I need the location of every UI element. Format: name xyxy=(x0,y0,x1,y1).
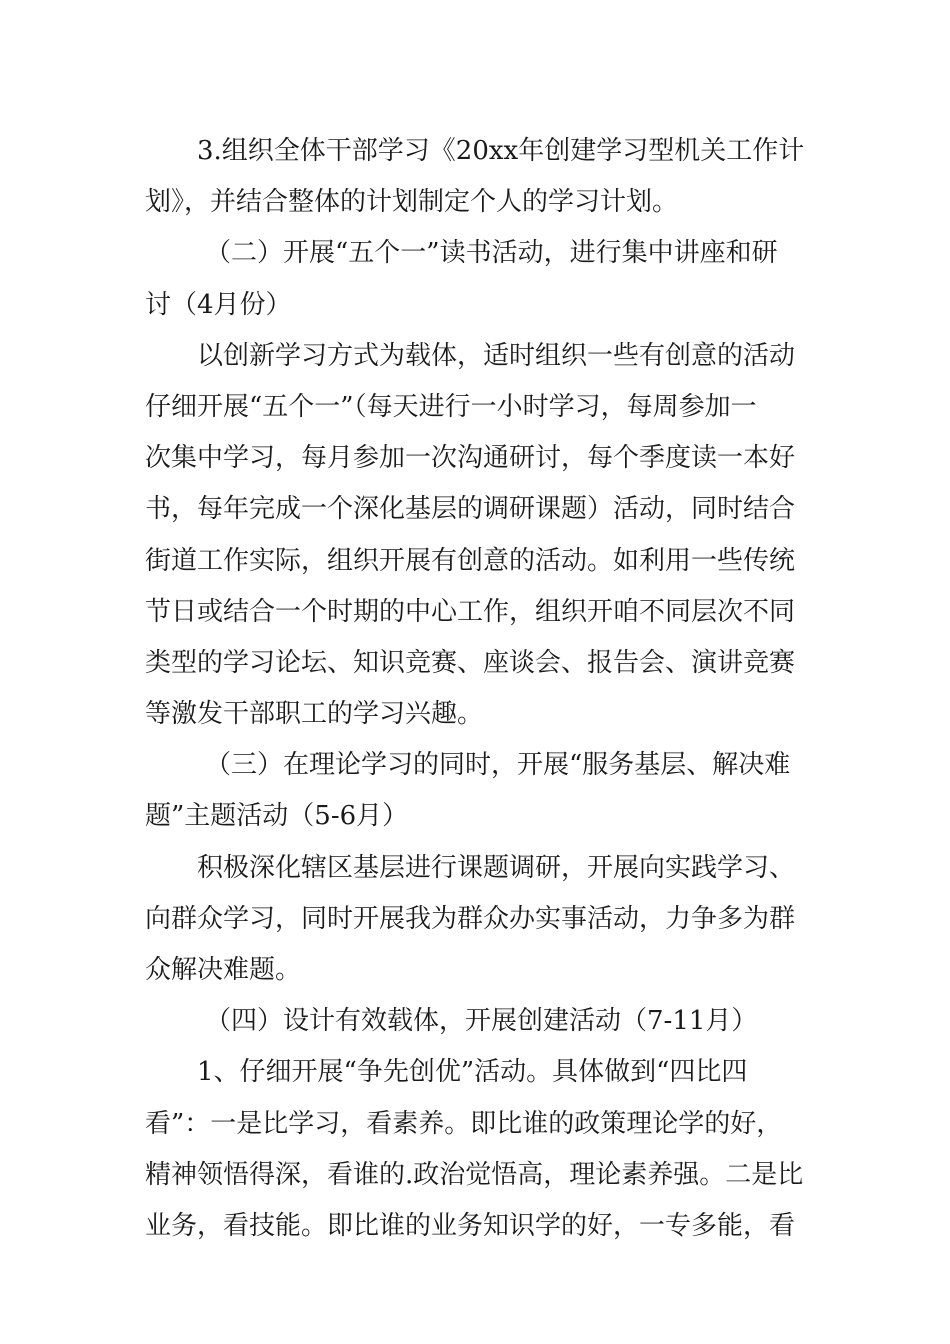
text-line: 向群众学习，同时开展我为群众办实事活动，力争多为群 xyxy=(145,903,796,934)
text-line: 以创新学习方式为载体，适时组织一些有创意的活动 xyxy=(197,340,796,371)
text-line: （四）设计有效载体，开展创建活动（7-11月） xyxy=(205,1006,758,1037)
paragraph-field-research xyxy=(145,843,805,997)
section-heading-reading-activity xyxy=(145,228,805,330)
text-line: 仔细开展“五个一”（每天进行一小时学习，每周参加一 xyxy=(145,391,757,422)
text-line: 等激发干部职工的学习兴趣。 xyxy=(145,699,484,730)
text-line: 讨（4月份） xyxy=(145,289,292,320)
text-line: （三）在理论学习的同时，开展“服务基层、解决难 xyxy=(205,750,791,781)
text-line: 类型的学习论坛、知识竞赛、座谈会、报告会、演讲竞赛 xyxy=(145,647,796,678)
text-line: 节日或结合一个时期的中心工作，组织开咱不同层次不同 xyxy=(145,596,796,627)
text-line: 业务，看技能。即比谁的业务知识学的好，一专多能，看 xyxy=(145,1210,796,1241)
document-body xyxy=(145,126,805,1252)
section-heading-creation-activity xyxy=(145,996,805,1047)
paragraph-study-plan xyxy=(145,126,805,228)
text-line: 1、仔细开展“争先创优”活动。具体做到“四比四 xyxy=(197,1057,748,1088)
text-line: 精神领悟得深，看谁的.政治觉悟高，理论素养强。二是比 xyxy=(145,1159,804,1190)
text-line: 划》，并结合整体的计划制定个人的学习计划。 xyxy=(145,187,679,218)
text-line: 题”主题活动（5-6月） xyxy=(145,801,409,832)
text-line: 书，每年完成一个深化基层的调研课题）活动，同时结合 xyxy=(145,494,796,525)
text-line: 街道工作实际，组织开展有创意的活动。如利用一些传统 xyxy=(145,545,796,576)
text-line: 次集中学习，每月参加一次沟通研讨，每个季度读一本好 xyxy=(145,443,796,474)
text-line: 看”：一是比学习，看素养。即比谁的政策理论学的好， xyxy=(145,1108,783,1139)
text-line: 积极深化辖区基层进行课题调研，开展向实践学习、 xyxy=(197,852,796,883)
text-line: 众解决难题。 xyxy=(145,955,302,985)
text-line: 3.组织全体干部学习《20xx年创建学习型机关工作计 xyxy=(197,136,805,166)
section-heading-service-activity xyxy=(145,740,805,842)
paragraph-excellence-campaign xyxy=(145,1047,805,1252)
text-line: （二）开展“五个一”读书活动，进行集中讲座和研 xyxy=(205,238,778,269)
paragraph-innovative-learning xyxy=(145,331,805,741)
